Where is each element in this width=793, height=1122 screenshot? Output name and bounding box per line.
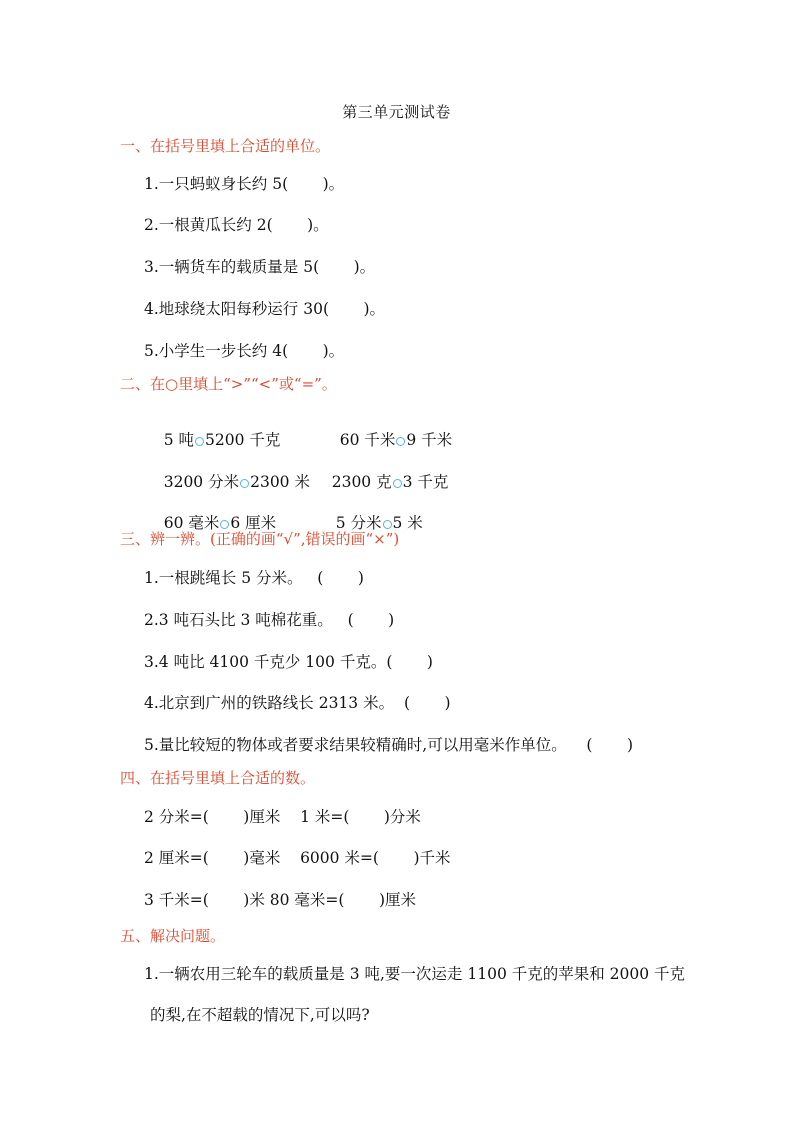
section-heading-1: 一、在括号里填上合适的单位。 bbox=[120, 137, 331, 155]
problem-5-1-line-1: 1.一辆农用三轮车的载质量是 3 吨,要一次运走 1100 千克的苹果和 2000 千克 bbox=[144, 965, 686, 983]
compare-right: 5200 千克 bbox=[205, 431, 281, 449]
compare-circle-icon[interactable] bbox=[195, 437, 204, 446]
compare-right: 3 千克 bbox=[402, 473, 449, 491]
compare-right: 6 厘米 bbox=[230, 514, 277, 532]
compare-left: 3200 分米 bbox=[163, 473, 240, 491]
question-1-3: 3.一辆货车的载质量是 5( )。 bbox=[144, 258, 376, 276]
problem-5-1-line-2: 的梨,在不超载的情况下,可以吗? bbox=[150, 1006, 370, 1024]
section-heading-3: 三、辨一辨。(正确的画“√”,错误的画“×”) bbox=[120, 530, 400, 548]
question-3-1: 1.一根跳绳长 5 分米。 ( ) bbox=[144, 569, 364, 587]
section-heading-4: 四、在括号里填上合适的数。 bbox=[120, 769, 316, 787]
question-3-2: 2.3 吨石头比 3 吨棉花重。 ( ) bbox=[144, 611, 395, 629]
compare-left: 5 吨 bbox=[163, 431, 195, 449]
question-1-1: 1.一只蚂蚁身长约 5( )。 bbox=[144, 175, 345, 193]
question-1-2: 2.一根黄瓜长约 2( )。 bbox=[144, 216, 329, 234]
compare-circle-icon[interactable] bbox=[393, 479, 402, 488]
question-4-1: 2 分米=( )厘米 1 米=( )分米 bbox=[144, 808, 421, 826]
compare-left: 2300 克 bbox=[331, 473, 392, 491]
compare-left: 60 毫米 bbox=[163, 514, 220, 532]
compare-left: 5 分米 bbox=[335, 514, 382, 532]
compare-circle-icon[interactable] bbox=[240, 479, 249, 488]
question-3-3: 3.4 吨比 4100 千克少 100 千克。( ) bbox=[144, 653, 433, 671]
compare-right: 9 千米 bbox=[406, 431, 453, 449]
compare-circle-icon[interactable] bbox=[396, 437, 405, 446]
question-3-4: 4.北京到广州的铁路线长 2313 米。 ( ) bbox=[144, 694, 451, 712]
question-3-5: 5.量比较短的物体或者要求结果较精确时,可以用毫米作单位。 ( ) bbox=[144, 736, 634, 754]
compare-right: 5 米 bbox=[392, 514, 423, 532]
question-4-3: 3 千米=( )米 80 毫米=( )厘米 bbox=[144, 891, 417, 909]
question-4-2: 2 厘米=( )毫米 6000 米=( )千米 bbox=[144, 849, 451, 867]
page-title: 第三单元测试卷 bbox=[342, 103, 451, 121]
section-heading-2: 二、在○里填上“>”“<”或“=”。 bbox=[120, 375, 337, 393]
question-1-4: 4.地球绕太阳每秒运行 30( )。 bbox=[144, 300, 386, 318]
section-heading-5: 五、解决问题。 bbox=[120, 927, 226, 945]
compare-left: 60 千米 bbox=[339, 431, 396, 449]
compare-right: 2300 米 bbox=[250, 473, 310, 491]
question-1-5: 5.小学生一步长约 4( )。 bbox=[144, 342, 345, 360]
